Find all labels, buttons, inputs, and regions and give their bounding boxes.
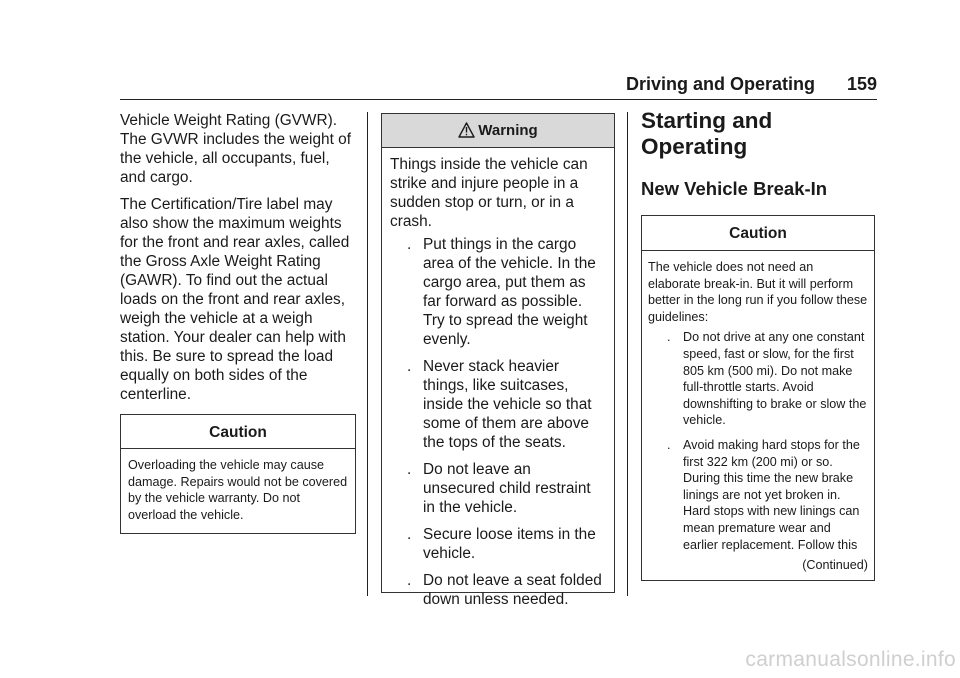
- warning-box: [381, 113, 615, 608]
- warning-header: [382, 114, 614, 148]
- paragraph-gawr: The Certification/Tire label may also show the maximum weights for the front and rear axles, called the Gross Axle Weight Rating (GAWR). To find out the actual loads on the front and rear axles, weigh the vehicle at a weigh station. Your dealer can help with this. Be sure to spread the load equally on both sides of the centerline.: [120, 196, 350, 403]
- watermark: carmanualsonline.info: [745, 648, 956, 671]
- warning-item: [390, 525, 606, 563]
- bullet: .: [407, 572, 412, 589]
- warning-list: [390, 235, 606, 609]
- continued-label: (Continued): [802, 558, 868, 573]
- section-title: Driving and Operating: [625, 74, 815, 94]
- column-divider-left: [367, 112, 368, 596]
- subsection-heading: New Vehicle Break-In: [641, 178, 828, 199]
- bullet: .: [667, 437, 671, 452]
- bullet: .: [407, 236, 412, 253]
- right-column: [641, 108, 875, 581]
- caution-item: [648, 329, 868, 429]
- caution-item: [648, 437, 868, 553]
- warning-item: [390, 235, 606, 349]
- column-divider-right: [627, 112, 628, 596]
- caution-body: [642, 251, 874, 580]
- caution-item-text: Do not drive at any one constant speed, fast or slow, for the first 805 km (500 mi). Do not make full-throttle starts. Avoid downshifting to brake or slow the vehicle.: [683, 330, 867, 428]
- warning-item: [390, 571, 606, 609]
- warning-item-text: Never stack heavier things, like suitcases, inside the vehicle so that some of them are above the tops of the seats.: [423, 358, 592, 451]
- warning-item-text: Secure loose items in the vehicle.: [423, 526, 596, 562]
- bullet: .: [407, 526, 412, 543]
- caution-title: Caution: [121, 415, 355, 449]
- warning-item: [390, 357, 606, 452]
- warning-triangle-icon: [458, 122, 475, 138]
- caution-item-text: Avoid making hard stops for the first 322 km (200 mi) or so. During this time the new brake linings are not yet broken in. Hard stops with new linings can mean premature wear and earlier replacement. Follow this: [683, 437, 860, 552]
- caution-title: Caution: [642, 216, 874, 251]
- caution-text: Overloading the vehicle may cause damage. Repairs would not be covered by the vehicle warranty. Do not overload the vehicle.: [128, 458, 348, 522]
- caution-intro: The vehicle does not need an elaborate break-in. But it will perform better in the long run if you follow these guidelines:: [648, 260, 868, 324]
- page-number: 159: [846, 74, 877, 94]
- bullet: .: [667, 330, 671, 345]
- warning-title: Warning: [478, 122, 538, 139]
- warning-item-text: Put things in the cargo area of the vehicle. In the cargo area, put them as far forward as possible. Try to spread the weight evenly.: [423, 236, 596, 348]
- paragraph-gvwr: Vehicle Weight Rating (GVWR). The GVWR includes the weight of the vehicle, all occupants, fuel, and cargo.: [120, 112, 351, 186]
- warning-item-text: Do not leave an unsecured child restraint in the vehicle.: [423, 461, 591, 516]
- bullet: .: [407, 461, 412, 478]
- caution-box-break-in: [641, 215, 875, 581]
- caution-box-overloading: [120, 414, 356, 534]
- left-column: [120, 111, 356, 534]
- warning-item: [390, 460, 606, 517]
- section-heading: Starting and Operating: [641, 108, 773, 159]
- warning-body: [382, 148, 614, 609]
- warning-intro: Things inside the vehicle can strike and injure people in a sudden stop or turn, or in a crash.: [390, 156, 588, 230]
- caution-list: [648, 329, 868, 553]
- header-rule: [120, 99, 877, 100]
- page-header: [120, 70, 877, 100]
- bullet: .: [407, 358, 412, 375]
- warning-item-text: Do not leave a seat folded down unless needed.: [423, 572, 602, 608]
